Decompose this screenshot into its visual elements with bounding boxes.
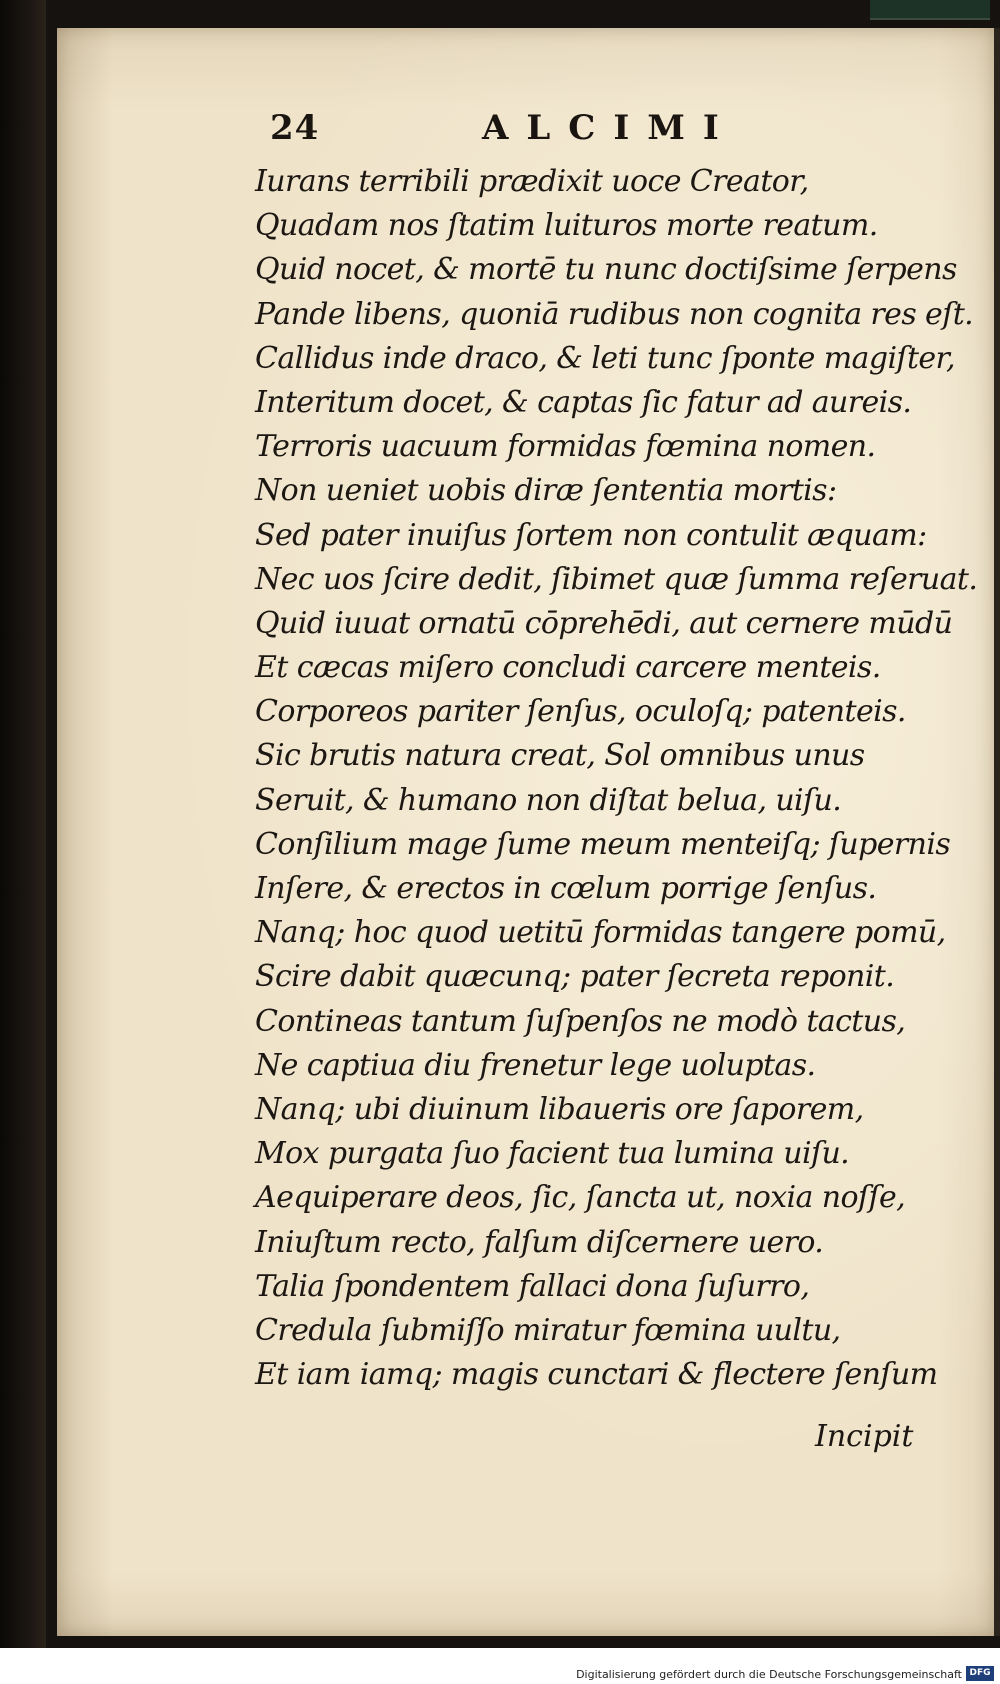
verse-line: Nec uos ſcire dedit, ſibimet quæ ſumma reſeruat. — [255, 561, 978, 597]
book-cover-edge — [870, 0, 990, 20]
book-spine-shadow — [0, 0, 46, 1648]
verse-line: Inſere, & erectos in cœlum porrige ſenſus. — [255, 871, 877, 906]
verse-line: Quadam nos ſtatim luituros morte reatum. — [255, 208, 878, 244]
verse-line: Sed pater inuiſus ſortem non contulit æquam: — [255, 517, 927, 553]
verse-line: Quid nocet, & mortē tu nunc doctiſsime ſerpens — [255, 252, 957, 288]
page-header — [270, 108, 737, 158]
running-head: ALCIMI — [482, 108, 737, 148]
verse-line: Iurans terribili prædixit uoce Creator, — [255, 164, 809, 199]
verse-block — [255, 160, 978, 1397]
verse-line: Callidus inde draco, & leti tunc ſponte magiſter, — [255, 340, 955, 376]
verse-line: Nanq; hoc quod uetitū formidas tangere pomū, — [255, 915, 946, 951]
page-edge — [994, 28, 1000, 1636]
verse-line: Credula ſubmiſſo miratur fœmina uultu, — [255, 1312, 841, 1348]
verse-line: Et cæcas miſero concludi carcere menteis. — [255, 650, 881, 686]
verse-line: Ne captiua diu frenetur lege uoluptas. — [255, 1047, 816, 1083]
verse-line: Aequiperare deos, ſic, ſancta ut, noxia noſſe, — [255, 1180, 906, 1216]
verse-line: Corporeos pariter ſenſus, oculoſq; patenteis. — [255, 694, 906, 730]
verse-line: Non ueniet uobis diræ ſententia mortis: — [255, 473, 837, 509]
verse-line: Seruit, & humano non diſtat belua, uiſu. — [255, 782, 842, 818]
verse-line: Et iam iamq; magis cunctari & flectere ſenſum — [255, 1357, 938, 1393]
verse-line: Iniuſtum recto, falſum diſcernere uero. — [255, 1224, 824, 1260]
verse-line: Mox purgata ſuo facient tua lumina uiſu. — [255, 1136, 850, 1172]
dfg-logo: DFG — [966, 1666, 994, 1681]
verse-line: Pande libens, quoniā rudibus non cognita res eſt. — [255, 296, 974, 332]
verse-line: Sic brutis natura creat, Sol omnibus unus — [255, 738, 865, 774]
verse-line: Conſilium mage ſume meum menteiſq; ſupernis — [255, 826, 951, 862]
verse-line: Interitum docet, & captas ſic fatur ad aureis. — [255, 384, 912, 420]
page-number: 24 — [270, 108, 320, 148]
verse-line: Talia ſpondentem fallaci dona ſuſurro, — [255, 1268, 810, 1304]
catchword: Incipit — [815, 1419, 914, 1454]
verse-line: Contineas tantum ſuſpenſos ne modò tactus, — [255, 1003, 906, 1039]
funding-note: Digitalisierung gefördert durch die Deutsche Forschungsgemeinschaft — [576, 1668, 962, 1681]
verse-line: Terroris uacuum formidas fœmina nomen. — [255, 429, 876, 465]
verse-line: Scire dabit quæcunq; pater ſecreta reponit. — [255, 959, 895, 995]
verse-line: Quid iuuat ornatū cōprehēdi, aut cernere mūdū — [255, 605, 953, 641]
verse-line: Nanq; ubi diuinum libaueris ore ſaporem, — [255, 1091, 864, 1127]
